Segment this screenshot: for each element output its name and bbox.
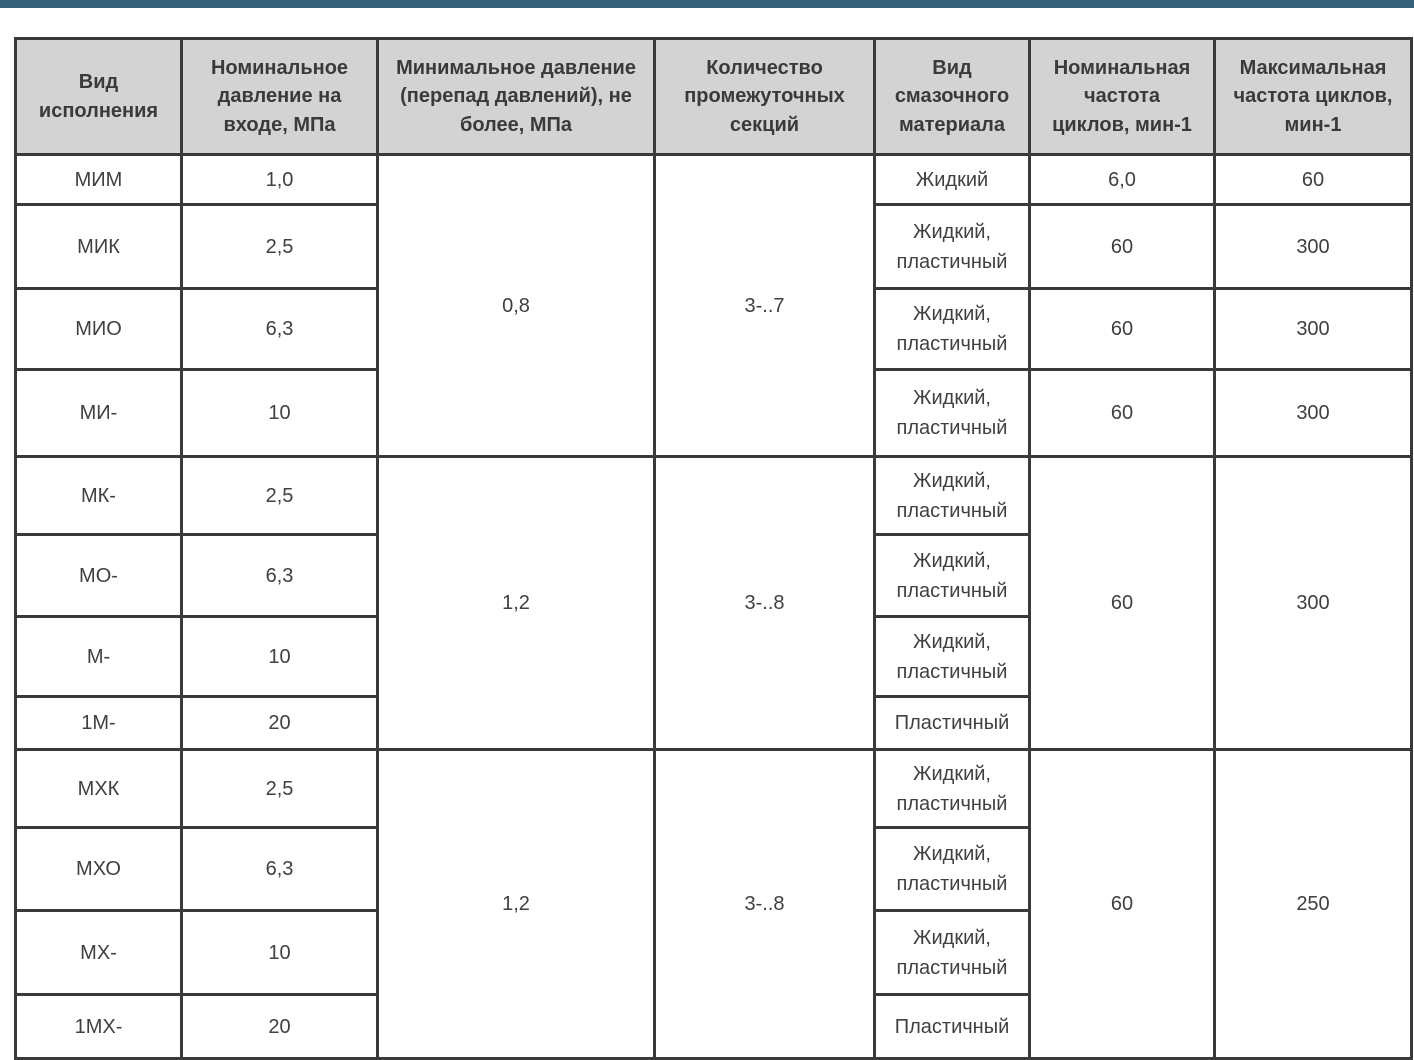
- max-frequency-cell: 250: [1215, 750, 1412, 1059]
- nominal-frequency-cell: 60: [1030, 370, 1215, 457]
- model-cell: М-: [16, 617, 182, 697]
- nominal-frequency-cell: 6,0: [1030, 155, 1215, 205]
- sections-cell: 3-..8: [655, 457, 875, 750]
- lubricant-cell: Жидкий, пластичный: [875, 617, 1030, 697]
- model-cell: МО-: [16, 535, 182, 617]
- lubricant-cell: Жидкий, пластичный: [875, 750, 1030, 828]
- table-row: [16, 750, 1412, 828]
- model-cell: МИК: [16, 205, 182, 289]
- nominal-pressure-cell: 2,5: [182, 750, 378, 828]
- header-cell-model: Вид исполнения: [16, 39, 182, 155]
- table-row: [16, 457, 1412, 535]
- model-cell: МХ-: [16, 911, 182, 995]
- lubricant-cell: Жидкий, пластичный: [875, 535, 1030, 617]
- lubricant-cell: Жидкий, пластичный: [875, 911, 1030, 995]
- nominal-frequency-cell: 60: [1030, 750, 1215, 1059]
- min-pressure-cell: 0,8: [378, 155, 655, 457]
- max-frequency-cell: 60: [1215, 155, 1412, 205]
- nominal-pressure-cell: 6,3: [182, 535, 378, 617]
- nominal-pressure-cell: 2,5: [182, 205, 378, 289]
- max-frequency-cell: 300: [1215, 205, 1412, 289]
- lubricant-cell: Жидкий: [875, 155, 1030, 205]
- header-cell-max-freq: Максимальная частота циклов, мин-1: [1215, 39, 1412, 155]
- sections-cell: 3-..7: [655, 155, 875, 457]
- nominal-pressure-cell: 1,0: [182, 155, 378, 205]
- header-cell-nominal-freq: Номинальная частота циклов, мин-1: [1030, 39, 1215, 155]
- table-body: [16, 155, 1412, 1059]
- nominal-pressure-cell: 10: [182, 617, 378, 697]
- max-frequency-cell: 300: [1215, 457, 1412, 750]
- header-cell-lubricant: Вид смазочного материала: [875, 39, 1030, 155]
- nominal-pressure-cell: 6,3: [182, 289, 378, 370]
- lubricant-cell: Пластичный: [875, 697, 1030, 750]
- lubricant-cell: Жидкий, пластичный: [875, 205, 1030, 289]
- nominal-frequency-cell: 60: [1030, 289, 1215, 370]
- min-pressure-cell: 1,2: [378, 457, 655, 750]
- header-cell-nominal-pressure: Номинальное давление на входе, МПа: [182, 39, 378, 155]
- model-cell: МК-: [16, 457, 182, 535]
- lubricant-cell: Жидкий, пластичный: [875, 828, 1030, 911]
- nominal-frequency-cell: 60: [1030, 205, 1215, 289]
- model-cell: МХО: [16, 828, 182, 911]
- nominal-pressure-cell: 20: [182, 995, 378, 1059]
- model-cell: 1М-: [16, 697, 182, 750]
- lubricant-cell: Пластичный: [875, 995, 1030, 1059]
- page-top-bar: [0, 0, 1414, 8]
- header-row: [16, 39, 1412, 155]
- header-cell-min-pressure: Минимальное давление (перепад давлений), не более, МПа: [378, 39, 655, 155]
- nominal-pressure-cell: 6,3: [182, 828, 378, 911]
- model-cell: МХК: [16, 750, 182, 828]
- header-cell-sections: Количество промежуточных секций: [655, 39, 875, 155]
- model-cell: МИМ: [16, 155, 182, 205]
- max-frequency-cell: 300: [1215, 370, 1412, 457]
- nominal-pressure-cell: 10: [182, 370, 378, 457]
- nominal-pressure-cell: 10: [182, 911, 378, 995]
- spec-table: [14, 37, 1413, 1060]
- model-cell: 1МХ-: [16, 995, 182, 1059]
- lubricant-cell: Жидкий, пластичный: [875, 370, 1030, 457]
- nominal-frequency-cell: 60: [1030, 457, 1215, 750]
- lubricant-cell: Жидкий, пластичный: [875, 457, 1030, 535]
- nominal-pressure-cell: 2,5: [182, 457, 378, 535]
- max-frequency-cell: 300: [1215, 289, 1412, 370]
- lubricant-cell: Жидкий, пластичный: [875, 289, 1030, 370]
- table-header: [16, 39, 1412, 155]
- table-row: [16, 155, 1412, 205]
- model-cell: МИО: [16, 289, 182, 370]
- spec-table-container: [14, 37, 1414, 1060]
- model-cell: МИ-: [16, 370, 182, 457]
- sections-cell: 3-..8: [655, 750, 875, 1059]
- nominal-pressure-cell: 20: [182, 697, 378, 750]
- min-pressure-cell: 1,2: [378, 750, 655, 1059]
